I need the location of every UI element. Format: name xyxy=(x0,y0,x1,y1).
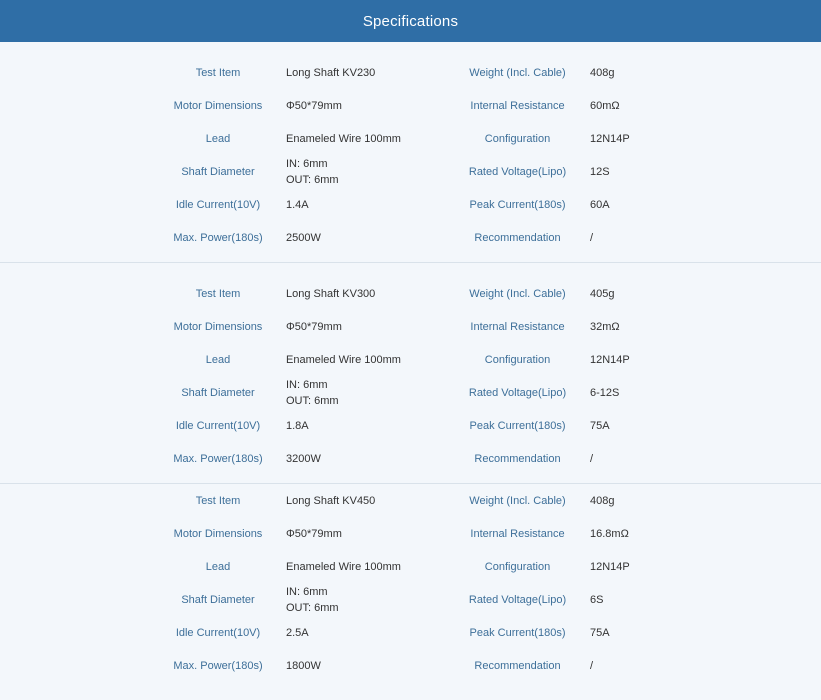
spec-label: Test Item xyxy=(195,494,241,507)
spec-label: Configuration xyxy=(484,560,551,573)
spec-value: 6S xyxy=(590,593,604,606)
spec-label: Configuration xyxy=(484,353,551,366)
spec-label: Idle Current(10V) xyxy=(175,198,261,211)
shaft-out-value: OUT: 6mm xyxy=(286,601,339,614)
spec-row xyxy=(0,89,821,122)
spec-row xyxy=(0,517,821,550)
spec-label: Recommendation xyxy=(474,231,561,244)
spec-label: Motor Dimensions xyxy=(173,320,263,333)
spec-value: / xyxy=(590,452,594,465)
spec-value: 12N14P xyxy=(590,353,630,366)
spec-value: 60A xyxy=(590,198,610,211)
spec-value xyxy=(286,155,436,188)
spec-label: Weight (Incl. Cable) xyxy=(469,66,566,79)
specifications-title: Specifications xyxy=(362,12,459,30)
spec-row xyxy=(0,188,821,221)
spec-value: 12N14P xyxy=(590,560,630,573)
shaft-in-value: IN: 6mm xyxy=(286,585,328,598)
spec-label: Test Item xyxy=(195,287,241,300)
spec-value: / xyxy=(590,659,594,672)
spec-label: Internal Resistance xyxy=(470,527,565,540)
spec-value: 75A xyxy=(590,419,610,432)
spec-value: Enameled Wire 100mm xyxy=(286,560,401,573)
spec-section-kv300 xyxy=(0,263,821,483)
spec-row xyxy=(0,221,821,254)
spec-value: Long Shaft KV230 xyxy=(286,66,376,79)
spec-label: Peak Current(180s) xyxy=(469,419,566,432)
shaft-out-value: OUT: 6mm xyxy=(286,173,339,186)
spec-value: 405g xyxy=(590,287,615,300)
spec-label: Motor Dimensions xyxy=(173,527,263,540)
shaft-out-value: OUT: 6mm xyxy=(286,394,339,407)
spec-label: Recommendation xyxy=(474,452,561,465)
spec-label: Rated Voltage(Lipo) xyxy=(468,165,567,178)
spec-value: 75A xyxy=(590,626,610,639)
spec-label: Rated Voltage(Lipo) xyxy=(468,593,567,606)
spec-row xyxy=(0,442,821,475)
spec-row xyxy=(0,122,821,155)
spec-row xyxy=(0,376,821,409)
spec-row xyxy=(0,649,821,682)
spec-value: Φ50*79mm xyxy=(286,99,342,112)
spec-value xyxy=(286,583,436,616)
spec-label: Max. Power(180s) xyxy=(173,452,263,465)
spec-label: Recommendation xyxy=(474,659,561,672)
spec-value: 2.5A xyxy=(286,626,309,639)
spec-label: Lead xyxy=(205,132,231,145)
spec-value: Enameled Wire 100mm xyxy=(286,353,401,366)
spec-row xyxy=(0,616,821,649)
spec-label: Idle Current(10V) xyxy=(175,419,261,432)
spec-value: 1.8A xyxy=(286,419,309,432)
spec-value: Enameled Wire 100mm xyxy=(286,132,401,145)
spec-label: Test Item xyxy=(195,66,241,79)
spec-value: Long Shaft KV300 xyxy=(286,287,376,300)
spec-label: Idle Current(10V) xyxy=(175,626,261,639)
spec-value: 408g xyxy=(590,66,615,79)
spec-label: Internal Resistance xyxy=(470,99,565,112)
spec-value: 6-12S xyxy=(590,386,620,399)
spec-value: 60mΩ xyxy=(590,99,620,112)
spec-label: Weight (Incl. Cable) xyxy=(469,494,566,507)
spec-value: Φ50*79mm xyxy=(286,320,342,333)
spec-value: Φ50*79mm xyxy=(286,527,342,540)
spec-label: Configuration xyxy=(484,132,551,145)
spec-label: Peak Current(180s) xyxy=(469,198,566,211)
spec-label: Lead xyxy=(205,353,231,366)
spec-label: Shaft Diameter xyxy=(181,165,255,178)
shaft-in-value: IN: 6mm xyxy=(286,378,328,391)
spec-value: 12S xyxy=(590,165,610,178)
spec-row xyxy=(0,583,821,616)
spec-row xyxy=(0,155,821,188)
spec-label: Internal Resistance xyxy=(470,320,565,333)
spec-row xyxy=(0,409,821,442)
spec-value: 408g xyxy=(590,494,615,507)
spec-label: Peak Current(180s) xyxy=(469,626,566,639)
spec-value xyxy=(286,376,436,409)
spec-label: Max. Power(180s) xyxy=(173,231,263,244)
spec-label: Motor Dimensions xyxy=(173,99,263,112)
spec-row xyxy=(0,484,821,517)
spec-label: Max. Power(180s) xyxy=(173,659,263,672)
spec-value: 12N14P xyxy=(590,132,630,145)
shaft-in-value: IN: 6mm xyxy=(286,157,328,170)
spec-label: Shaft Diameter xyxy=(181,593,255,606)
spec-value: 2500W xyxy=(286,231,321,244)
spec-value: Long Shaft KV450 xyxy=(286,494,376,507)
spec-value: / xyxy=(590,231,594,244)
spec-section-kv450 xyxy=(0,484,821,700)
spec-row xyxy=(0,310,821,343)
spec-value: 3200W xyxy=(286,452,321,465)
spec-label: Shaft Diameter xyxy=(181,386,255,399)
spec-label: Weight (Incl. Cable) xyxy=(469,287,566,300)
spec-value: 16.8mΩ xyxy=(590,527,629,540)
spec-row xyxy=(0,56,821,89)
spec-label: Rated Voltage(Lipo) xyxy=(468,386,567,399)
spec-label: Lead xyxy=(205,560,231,573)
spec-section-kv230 xyxy=(0,42,821,262)
spec-value: 32mΩ xyxy=(590,320,620,333)
spec-value: 1.4A xyxy=(286,198,309,211)
spec-row xyxy=(0,550,821,583)
spec-row xyxy=(0,343,821,376)
spec-row xyxy=(0,277,821,310)
spec-value: 1800W xyxy=(286,659,321,672)
specifications-header xyxy=(0,0,821,42)
